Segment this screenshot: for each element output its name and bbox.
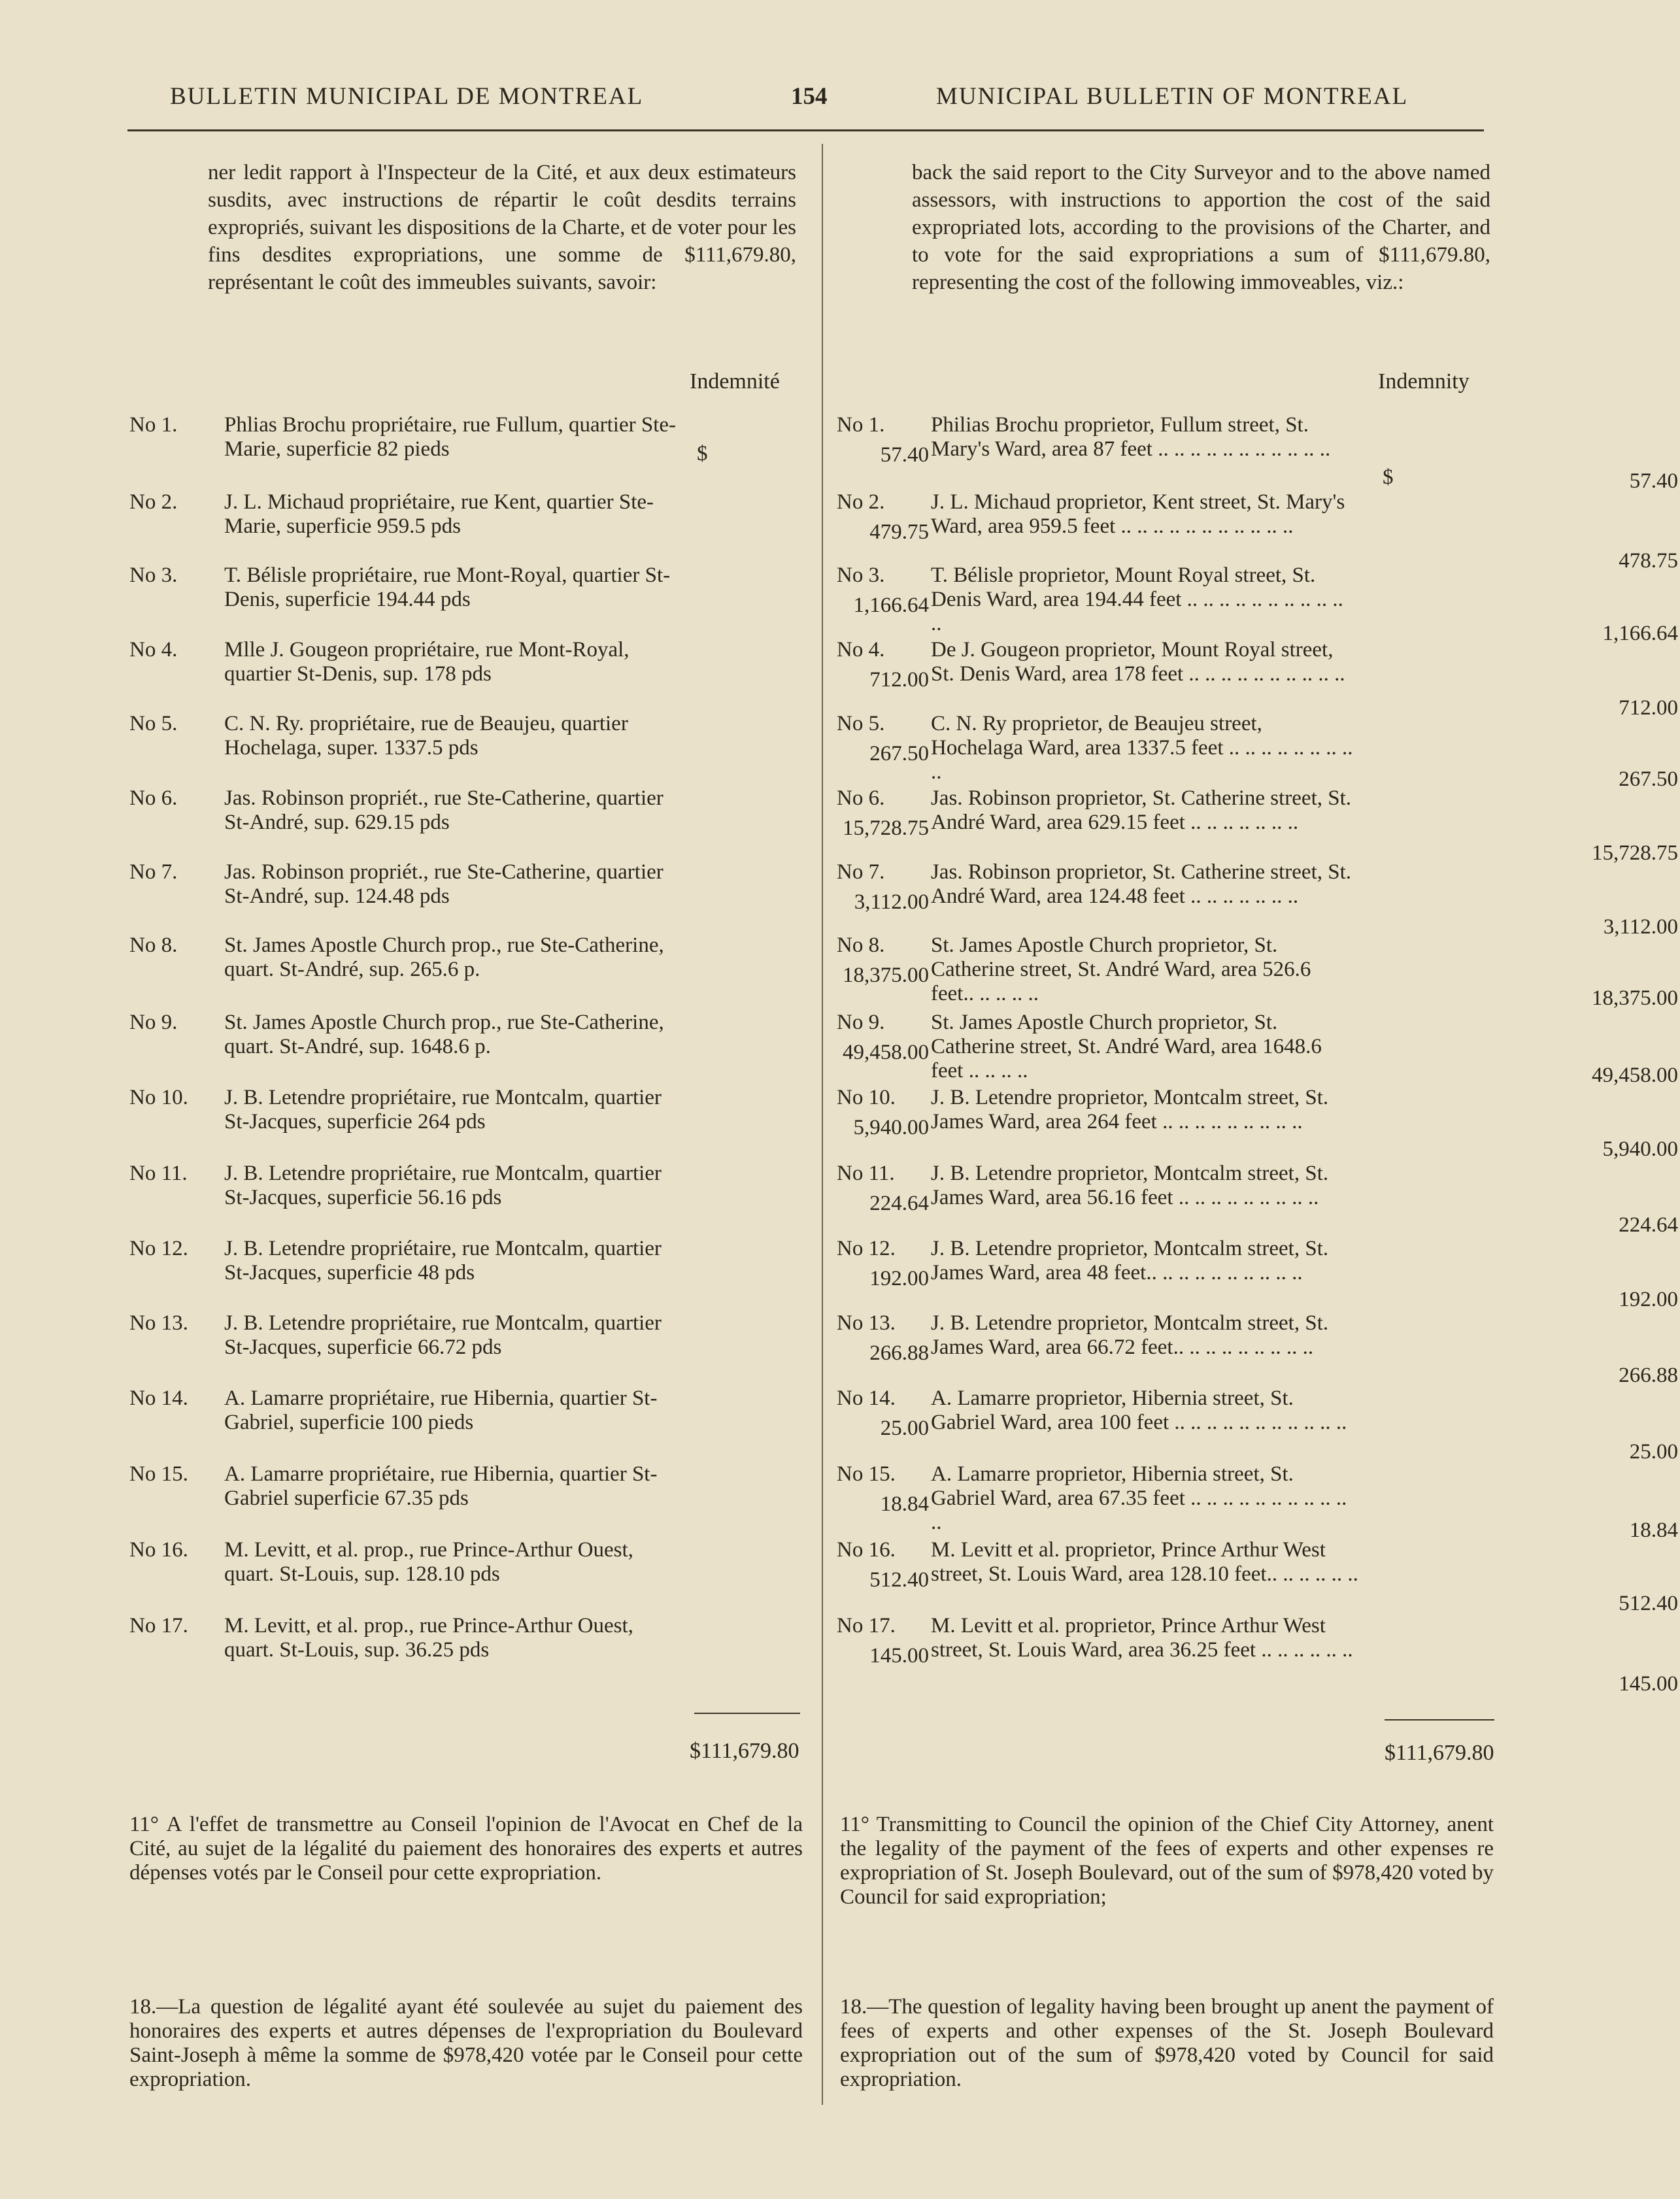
item-number: No 4. [129, 638, 178, 662]
expropriation-item [837, 933, 1680, 1010]
item-amount: 49,458.00 [843, 1041, 929, 1064]
item-number: No 6. [129, 786, 178, 810]
item-number: No 10. [129, 1086, 188, 1109]
item-description: De J. Gougeon proprietor, Mount Royal street, St. Denis Ward, area 178 feet .. .. .. .. .. .. .. .. .. .. [931, 638, 1345, 686]
item-number: No 16. [837, 1538, 896, 1562]
expropriation-item [129, 1311, 933, 1383]
expropriation-item [129, 786, 933, 858]
item-amount: 266.88 [869, 1341, 929, 1365]
expropriation-item [837, 1237, 1680, 1309]
item-amount: 267.50 [869, 742, 929, 765]
item-description: J. B. Letendre proprietor, Montcalm street, St. James Ward, area 264 feet .. .. .. .. .. .. .. .. .. [931, 1086, 1329, 1133]
item-description: J. B. Letendre proprietor, Montcalm street, St. James Ward, area 66.72 feet.. .. .. .. .. .. .. .. .. [931, 1311, 1329, 1359]
expropriation-item [837, 1011, 1680, 1087]
item-amount: 712.00 [1619, 696, 1678, 720]
expropriation-item [129, 638, 933, 710]
item-number: No 12. [837, 1237, 896, 1260]
item-amount: 512.40 [1619, 1592, 1678, 1615]
item-amount: 18.84 [880, 1492, 929, 1516]
item-description: Jas. Robinson proprietor, St. Catherine street, St. André Ward, area 124.48 feet .. .. .. .. .. .. .. [931, 860, 1352, 908]
item-amount: 18,375.00 [843, 964, 929, 987]
item-amount: 49,458.00 [1592, 1064, 1678, 1087]
item-amount: 3,112.00 [854, 890, 929, 914]
item-amount: 145.00 [869, 1644, 929, 1668]
item-number: No 17. [129, 1614, 188, 1637]
expropriation-item [837, 860, 1680, 939]
item-description: C. N. Ry proprietor, de Beaujeu street, Hochelaga Ward, area 1337.5 feet .. .. .. .. .. .. .. .. .. [931, 712, 1353, 784]
sum-rule-english [1385, 1719, 1494, 1721]
item-number: No 3. [837, 563, 885, 587]
item-amount: 1,166.64 [853, 594, 929, 617]
item-number: No 8. [837, 933, 885, 957]
expropriation-item [837, 1614, 1680, 1696]
item-amount: 15,728.75 [1592, 841, 1678, 865]
expropriation-item [129, 563, 933, 635]
expropriation-item [837, 1162, 1680, 1237]
item-number: No 16. [129, 1538, 188, 1562]
item-number: No 5. [129, 712, 178, 735]
item-number: No 9. [837, 1011, 885, 1034]
expropriation-item [837, 786, 1680, 865]
item-number: No 4. [837, 638, 885, 662]
item-number: No 11. [837, 1162, 895, 1185]
item-amount: 224.64 [1619, 1213, 1678, 1237]
expropriation-item [129, 1462, 933, 1534]
item-amount: 57.40 [1629, 469, 1678, 493]
expropriation-item [129, 712, 933, 784]
item-number: No 2. [129, 490, 178, 514]
item-description: St. James Apostle Church prop., rue Ste-Catherine, quart. St-André, sup. 265.6 p. [224, 933, 664, 981]
item-description: A. Lamarre propriétaire, rue Hibernia, quartier St-Gabriel superficie 67.35 pds [224, 1462, 658, 1510]
item-description: Mlle J. Gougeon propriétaire, rue Mont-Royal, quartier St-Denis, sup. 178 pds [224, 638, 630, 686]
expropriation-item [129, 1538, 933, 1610]
item-number: No 6. [837, 786, 885, 810]
item-amount: 267.50 [1619, 767, 1678, 791]
item-amount: 145.00 [1619, 1672, 1678, 1696]
indemnity-header-english: Indemnity [1378, 369, 1470, 394]
expropriation-item [837, 1086, 1680, 1161]
expropriation-item [837, 712, 1680, 791]
expropriation-item [837, 1386, 1680, 1464]
item-number: No 10. [837, 1086, 896, 1109]
dollar-sign: $ [1383, 465, 1394, 489]
expropriation-item [129, 1086, 933, 1158]
item-amount: 5,940.00 [1602, 1137, 1678, 1161]
total-french: $111,679.80 [690, 1739, 799, 1763]
paragraph-18-french: 18.—La question de légalité ayant été soulevée au sujet du paiement des honoraires des experts et autres dépenses de l'expropriation du Boulevard Saint-Joseph à même la somme de $978,420 votée par le Conseil pour cette expropriation. [129, 1995, 803, 2091]
item-amount: 57.40 [880, 443, 929, 467]
item-number: No 13. [129, 1311, 188, 1335]
paragraph-11-english: 11° Transmitting to Council the opinion of the Chief City Attorney, anent the legality of the payment of the fees of experts and other expenses re expropriation of St. Joseph Boulevard, out of the sum of $978,420 voted by Council for said expropriation; [840, 1813, 1494, 1909]
item-amount: 18.84 [1629, 1519, 1678, 1542]
expropriation-item [129, 1386, 933, 1458]
item-description: M. Levitt, et al. prop., rue Prince-Arthur Ouest, quart. St-Louis, sup. 36.25 pds [224, 1614, 633, 1662]
item-description: J. B. Letendre propriétaire, rue Montcalm, quartier St-Jacques, superficie 66.72 pds [224, 1311, 662, 1359]
item-description: M. Levitt, et al. prop., rue Prince-Arthur Ouest, quart. St-Louis, sup. 128.10 pds [224, 1538, 633, 1586]
item-description: A. Lamarre proprietor, Hibernia street, St. Gabriel Ward, area 100 feet .. .. .. .. .. .. .. .. .. .. .. [931, 1386, 1347, 1434]
item-number: No 9. [129, 1011, 178, 1034]
item-description: Philias Brochu proprietor, Fullum street, St. Mary's Ward, area 87 feet .. .. .. .. .. .. .. .. .. .. .. [931, 413, 1331, 461]
paragraph-18-english: 18.—The question of legality having been brought up anent the payment of fees of experts and other expenses of the St. Joseph Boulevard expropriation out of the sum of $978,420 voted by Council for said expropriation. [840, 1995, 1494, 2091]
item-description: A. Lamarre propriétaire, rue Hibernia, quartier St-Gabriel, superficie 100 pieds [224, 1386, 658, 1434]
expropriation-item [837, 1311, 1680, 1387]
expropriation-item [837, 490, 1680, 573]
expropriation-item [837, 1462, 1680, 1542]
expropriation-item [129, 1162, 933, 1234]
item-description: J. L. Michaud propriétaire, rue Kent, quartier Ste-Marie, superficie 959.5 pds [224, 490, 654, 538]
expropriation-item [837, 413, 1680, 493]
item-amount: 479.75 [869, 520, 929, 544]
item-amount: 224.64 [869, 1192, 929, 1215]
item-amount: 5,940.00 [853, 1116, 929, 1139]
item-number: No 3. [129, 563, 178, 587]
item-description: Jas. Robinson propriét., rue Ste-Catherine, quartier St-André, sup. 124.48 pds [224, 860, 664, 908]
expropriation-item [837, 1538, 1680, 1615]
page-header [0, 77, 1547, 116]
total-english: $111,679.80 [1385, 1741, 1494, 1765]
item-description: T. Bélisle propriétaire, rue Mont-Royal, quartier St-Denis, superficie 194.44 pds [224, 563, 671, 611]
item-number: No 1. [837, 413, 885, 437]
item-number: No 5. [837, 712, 885, 735]
expropriation-item [837, 638, 1680, 720]
item-number: No 13. [837, 1311, 896, 1335]
page-number: 154 [791, 83, 828, 110]
expropriation-item [129, 1011, 933, 1083]
item-description: J. B. Letendre proprietor, Montcalm street, St. James Ward, area 48 feet.. .. .. .. .. .. .. .. .. .. [931, 1237, 1329, 1284]
expropriation-item [129, 933, 933, 1005]
item-description: A. Lamarre proprietor, Hibernia street, St. Gabriel Ward, area 67.35 feet .. .. .. .. .. .. .. .. .. .. .. [931, 1462, 1347, 1534]
item-description: Phlias Brochu propriétaire, rue Fullum, quartier Ste-Marie, superficie 82 pieds [224, 413, 677, 461]
item-number: No 2. [837, 490, 885, 514]
item-description: T. Bélisle proprietor, Mount Royal street, St. Denis Ward, area 194.44 feet .. .. .. .. .. .. .. .. .. .. .. [931, 563, 1343, 635]
expropriation-item [129, 490, 933, 562]
item-number: No 17. [837, 1614, 896, 1637]
item-description: J. L. Michaud proprietor, Kent street, St. Mary's Ward, area 959.5 feet .. .. .. .. .. .. .. .. .. .. .. [931, 490, 1345, 538]
item-amount: 1,166.64 [1602, 622, 1678, 645]
item-description: St. James Apostle Church proprietor, St. Catherine street, St. André Ward, area 1648.6 feet .. .. .. .. [931, 1011, 1322, 1083]
expropriation-item [129, 413, 933, 485]
item-number: No 8. [129, 933, 178, 957]
header-title-english: MUNICIPAL BULLETIN OF MONTREAL [936, 83, 1409, 110]
item-amount: 3,112.00 [1603, 915, 1678, 939]
dollar-sign: $ [697, 442, 708, 465]
paragraph-11-french: 11° A l'effet de transmettre au Conseil l'opinion de l'Avocat en Chef de la Cité, au sujet de la légalité du paiement des honoraires des experts et autres dépenses votés par le Conseil pour cette expropriation. [129, 1813, 803, 1885]
item-amount: 192.00 [1619, 1288, 1678, 1311]
item-description: J. B. Letendre propriétaire, rue Montcalm, quartier St-Jacques, superficie 48 pds [224, 1237, 662, 1284]
item-description: M. Levitt et al. proprietor, Prince Arthur West street, St. Louis Ward, area 36.25 feet .. .. .. .. .. .. [931, 1614, 1353, 1662]
item-number: No 11. [129, 1162, 188, 1185]
item-number: No 1. [129, 413, 178, 437]
intro-french: ner ledit rapport à l'Inspecteur de la Cité, et aux deux estimateurs susdits, avec instructions de répartir le coût desdits terrains expropriés, suivant les dispositions de la Charte, et de voter pour les fins desdites expropriations, une somme de $111,679.80, représentant le coût des immeubles suivants, savoir: [208, 161, 796, 294]
expropriation-item [837, 563, 1680, 645]
item-amount: 18,375.00 [1592, 986, 1678, 1010]
item-description: M. Levitt et al. proprietor, Prince Arthur West street, St. Louis Ward, area 128.10 feet.. .. .. .. .. .. [931, 1538, 1358, 1586]
item-amount: 266.88 [1619, 1364, 1678, 1387]
item-description: C. N. Ry. propriétaire, rue de Beaujeu, quartier Hochelaga, super. 1337.5 pds [224, 712, 628, 760]
item-amount: 712.00 [869, 668, 929, 692]
item-amount: 25.00 [880, 1417, 929, 1440]
item-description: Jas. Robinson proprietor, St. Catherine street, St. André Ward, area 629.15 feet .. .. .. .. .. .. .. [931, 786, 1352, 834]
sum-rule-french [694, 1713, 800, 1714]
item-number: No 14. [837, 1386, 896, 1410]
item-amount: 25.00 [1629, 1440, 1678, 1464]
item-description: J. B. Letendre propriétaire, rue Montcalm, quartier St-Jacques, superficie 264 pds [224, 1086, 662, 1133]
item-number: No 15. [837, 1462, 896, 1486]
header-rule [127, 129, 1484, 131]
item-description: Jas. Robinson propriét., rue Ste-Catherine, quartier St-André, sup. 629.15 pds [224, 786, 664, 834]
expropriation-item [129, 1614, 933, 1686]
item-amount: 478.75 [1619, 549, 1678, 573]
item-number: No 15. [129, 1462, 188, 1486]
item-description: J. B. Letendre propriétaire, rue Montcalm, quartier St-Jacques, superficie 56.16 pds [224, 1162, 662, 1209]
item-number: No 7. [129, 860, 178, 884]
item-number: No 7. [837, 860, 885, 884]
expropriation-item [129, 860, 933, 932]
item-number: No 14. [129, 1386, 188, 1410]
item-description: St. James Apostle Church prop., rue Ste-Catherine, quart. St-André, sup. 1648.6 p. [224, 1011, 664, 1058]
item-description: J. B. Letendre proprietor, Montcalm street, St. James Ward, area 56.16 feet .. .. .. .. .. .. .. .. .. [931, 1162, 1329, 1209]
indemnity-header-french: Indemnité [690, 369, 780, 394]
item-amount: 15,728.75 [843, 816, 929, 840]
expropriation-item [129, 1237, 933, 1309]
item-amount: 512.40 [869, 1568, 929, 1592]
header-title-french: BULLETIN MUNICIPAL DE MONTREAL [170, 83, 644, 110]
item-description: St. James Apostle Church proprietor, St. Catherine street, St. André Ward, area 526.6 feet.. .. .. .. .. [931, 933, 1311, 1005]
item-amount: 192.00 [869, 1267, 929, 1290]
intro-english: back the said report to the City Surveyor and to the above named assessors, with instructions to apportion the cost of the said expropriated lots, according to the provisions of the Charter, and to vote for the said expropriations a sum of $111,679.80, representing the cost of the following immoveables, viz.: [912, 161, 1490, 294]
item-number: No 12. [129, 1237, 188, 1260]
